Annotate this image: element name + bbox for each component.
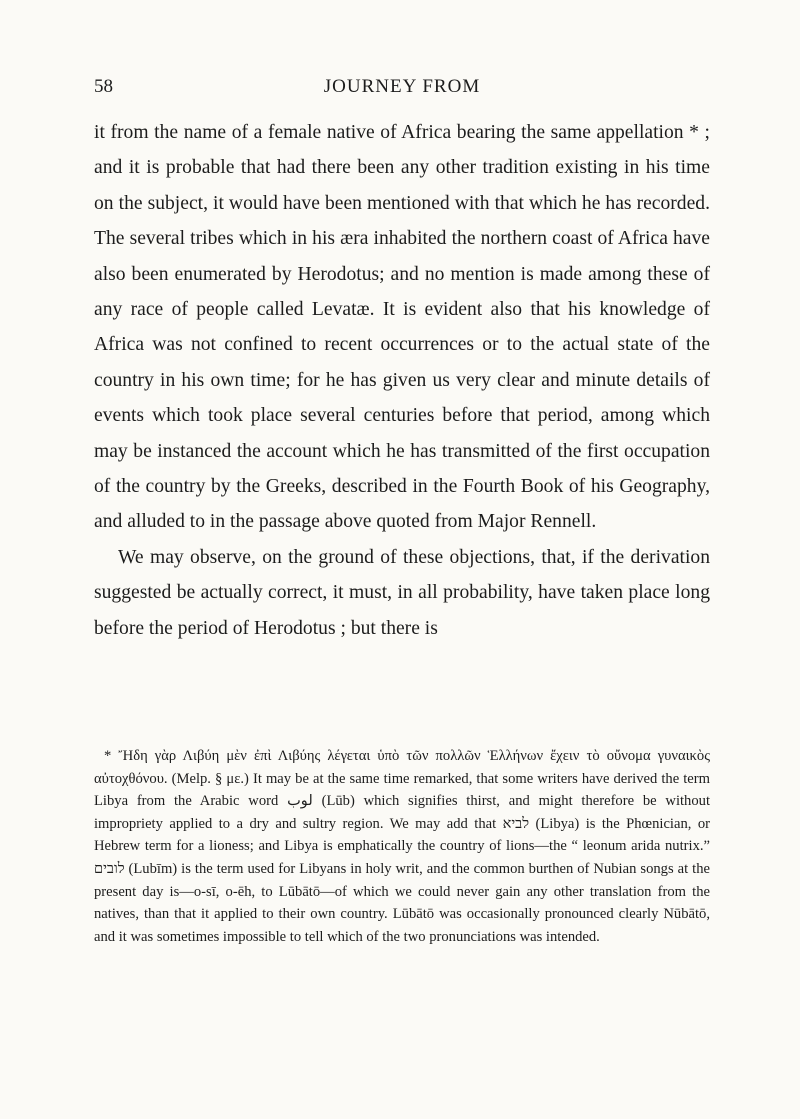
footnote	[94, 745, 710, 948]
running-head: JOURNEY FROM	[323, 76, 481, 97]
page-header	[94, 76, 710, 106]
paragraph-1: it from the name of a female native of Africa bearing the same appellation * ; and it is probable that had there been any other tradition existing in his time on the subject, it would have been mentioned with that which he has recorded. The several tribes which in his æra inhabited the northern coast of Africa have also been enumerated by Herodotus; and no mention is made among these of any race of people called Levatæ. It is evident also that his knowledge of Africa was not confined to recent occurrences or to the actual state of the country in his own time; for he has given us very clear and minute details of events which took place several centuries before that period, among which may be instanced the account which he has transmitted of the first occupation of the country by the Greeks, described in the Fourth Book of his Geography, and alluded to in the passage above quoted from Major Rennell.	[94, 122, 710, 533]
paragraph-2: We may observe, on the ground of these objections, that, if the derivation suggested be actually correct, it must, in all probability, have taken place long before the period of Herodotus ; but there is	[94, 546, 710, 639]
main-text	[94, 115, 710, 646]
footnote-text: * Ἤδη γὰρ Λιβύη μὲν ἐπὶ Λιβύης λέγεται ὑπὸ τῶν πολλῶν Ἑλλήνων ἔχειν τὸ οὔνομα γυναικὸς αὐτοχθόνου. (Melp. § με.) It may be at the same time remarked, that some writers have derived the term Libya from the Arabic word لوب (Lūb) which signifies thirst, and might therefore be without impropriety applied to a dry and sultry region. We may add that לביא (Libya) is the Phœnician, or Hebrew term for a lioness; and Libya is emphatically the country of lions—the “ leonum arida nutrix.” לובים (Lubīm) is the term used for Libyans in holy writ, and the common burthen of Nubian songs at the present day is—o-sī, o-ēh, to Lūbātō—of which we could never gain any other translation from the natives, than that it applied to their own country. Lūbātō was occasionally pronounced clearly Nūbātō, and it was sometimes impossible to tell which of the two pronunciations was intended.	[94, 748, 711, 945]
page-number: 58	[94, 76, 113, 97]
